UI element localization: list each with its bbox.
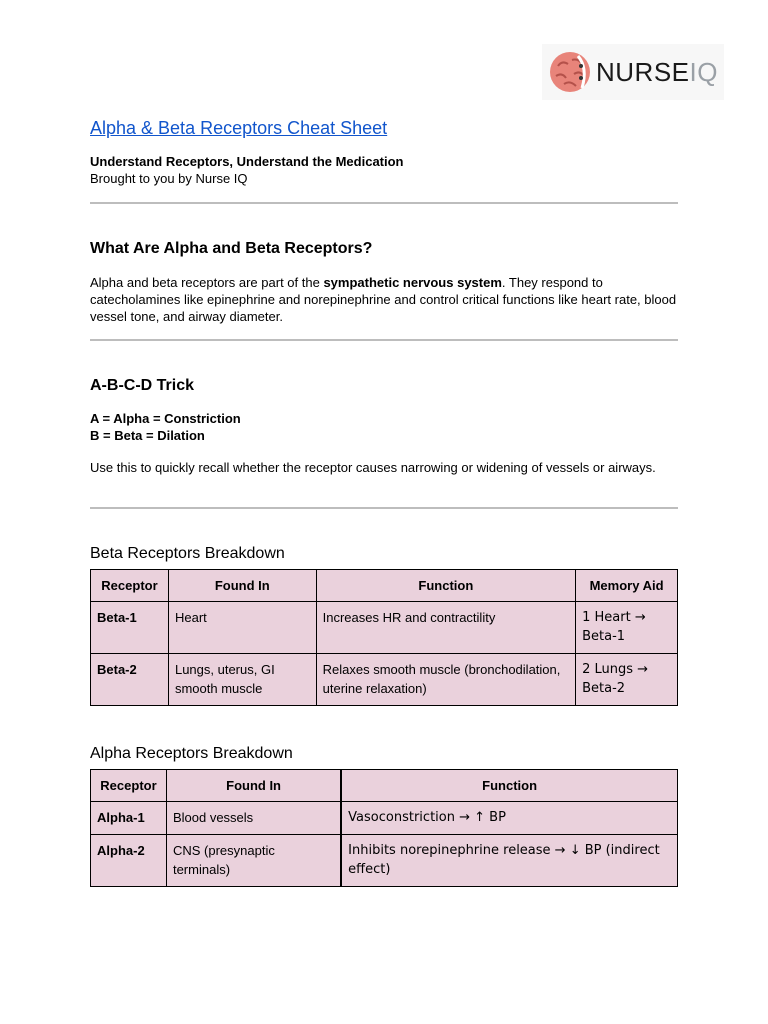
trick-text: Use this to quickly recall whether the receptor causes narrowing or widening of vessels or airways.	[90, 460, 656, 475]
column-header: Found In	[166, 770, 341, 802]
column-header: Found In	[168, 570, 316, 602]
page-subtitle: Understand Receptors, Understand the Medication	[90, 154, 404, 169]
table-cell: Blood vessels	[166, 802, 341, 835]
table-row	[91, 802, 678, 835]
column-header: Receptor	[91, 770, 167, 802]
nurse-iq-logo	[542, 44, 724, 100]
byline: Brought to you by Nurse IQ	[90, 171, 248, 186]
section-what-text: Alpha and beta receptors are part of the sympathetic nervous system. They respond to catecholamines like epinephrine and norepinephrine and control critical functions like heart rate, blood vessel tone, and airway diameter.	[90, 275, 677, 324]
logo-wordmark: NURSEIQ	[596, 56, 718, 87]
brain-icon	[548, 48, 592, 96]
table-cell: Alpha-2	[91, 835, 167, 887]
section-heading-trick: A-B-C-D Trick	[90, 377, 195, 394]
table-cell: Alpha-1	[91, 802, 167, 835]
table-cell: Relaxes smooth muscle (bronchodilation, uterine relaxation)	[316, 654, 575, 706]
table-header-row	[91, 570, 678, 602]
section-heading-what: What Are Alpha and Beta Receptors?	[90, 240, 373, 257]
alpha-table	[90, 769, 678, 887]
column-header: Memory Aid	[576, 570, 678, 602]
beta-table	[90, 569, 678, 706]
column-header: Receptor	[91, 570, 169, 602]
divider	[90, 202, 678, 204]
alpha-heading: Alpha Receptors Breakdown	[90, 745, 293, 762]
page-title[interactable]: Alpha & Beta Receptors Cheat Sheet	[90, 118, 388, 138]
beta-heading: Beta Receptors Breakdown	[90, 545, 285, 562]
divider	[90, 507, 678, 509]
divider	[90, 339, 678, 341]
table-cell: Beta-1	[91, 602, 169, 654]
table-cell: Heart	[168, 602, 316, 654]
table-cell: Increases HR and contractility	[316, 602, 575, 654]
table-cell: Beta-2	[91, 654, 169, 706]
table-row	[91, 602, 678, 654]
table-cell: 1 Heart → Beta-1	[576, 602, 678, 654]
table-cell: Lungs, uterus, GI smooth muscle	[168, 654, 316, 706]
table-cell: CNS (presynaptic terminals)	[166, 835, 341, 887]
table-cell: Inhibits norepinephrine release → ↓ BP (indirect effect)	[341, 835, 677, 887]
table-cell: 2 Lungs → Beta-2	[576, 654, 678, 706]
trick-line-a: A = Alpha = Constriction	[90, 411, 241, 426]
table-cell: Vasoconstriction → ↑ BP	[341, 802, 677, 835]
table-row	[91, 654, 678, 706]
table-header-row	[91, 770, 678, 802]
column-header: Function	[341, 770, 677, 802]
table-row	[91, 835, 678, 887]
column-header: Function	[316, 570, 575, 602]
trick-line-b: B = Beta = Dilation	[90, 428, 205, 443]
